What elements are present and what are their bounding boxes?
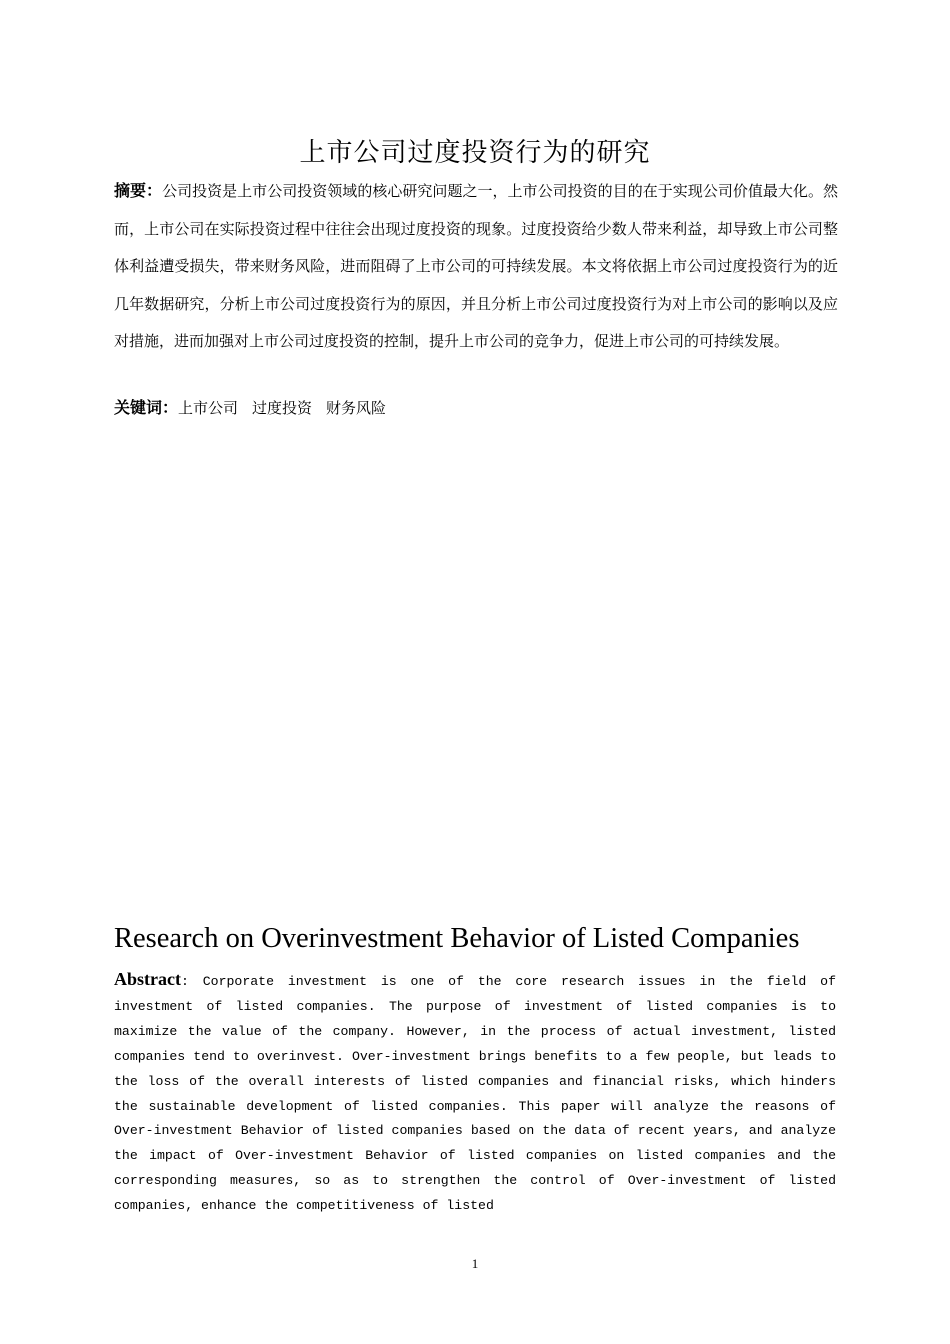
chinese-keywords [114,394,838,422]
page-number: 1 [471,1256,479,1271]
chinese-abstract [114,172,838,361]
chinese-keywords-label: 关键词： [114,398,179,417]
chinese-title: 上市公司过度投资行为的研究 [299,138,651,168]
english-abstract-text: Corporate investment is one of the core research issues in the field of investment of listed companies. The purpose of investment of listed companies is to maximize the value of the company. However, in the process of actual investment, listed companies tend to overinvest. Over-investment brings benefits to a few people, but leads to the loss of the overall interests of listed companies and financial risks, which hinders the sustainable development of listed companies. This paper will analyze the reasons of Over-investment Behavior of listed companies based on the data of recent years, and analyze the impact of Over-investment Behavior of listed companies on listed companies and the corresponding measures, so as to strengthen the control of Over-investment of listed companies, enhance the competitiveness of listed [114,974,836,1214]
chinese-abstract-text: 公司投资是上市公司投资领域的核心研究问题之一，上市公司投资的目的在于实现公司价值最大化。然而，上市公司在实际投资过程中往往会出现过度投资的现象。过度投资给少数人带来利益，却导致上市公司整体利益遭受损失，带来财务风险，进而阻碍了上市公司的可持续发展。本文将依据上市公司过度投资行为的近几年数据研究，分析上市公司过度投资行为的原因，并且分析上市公司过度投资行为对上市公司的影响以及应对措施，进而加强对上市公司过度投资的控制，提升上市公司的竞争力，促进上市公司的可持续发展。 [114,182,838,350]
keyword-1: 上市公司 [178,399,239,417]
english-abstract-separator: : [180,974,203,989]
chinese-abstract-label: 摘要： [114,181,163,200]
english-abstract-label: Abstract [114,969,181,989]
keyword-3: 财务风险 [326,399,387,417]
english-abstract [114,967,836,1219]
keyword-2: 过度投资 [252,399,313,417]
english-title: Research on Overinvestment Behavior of Listed Companies [114,923,800,954]
